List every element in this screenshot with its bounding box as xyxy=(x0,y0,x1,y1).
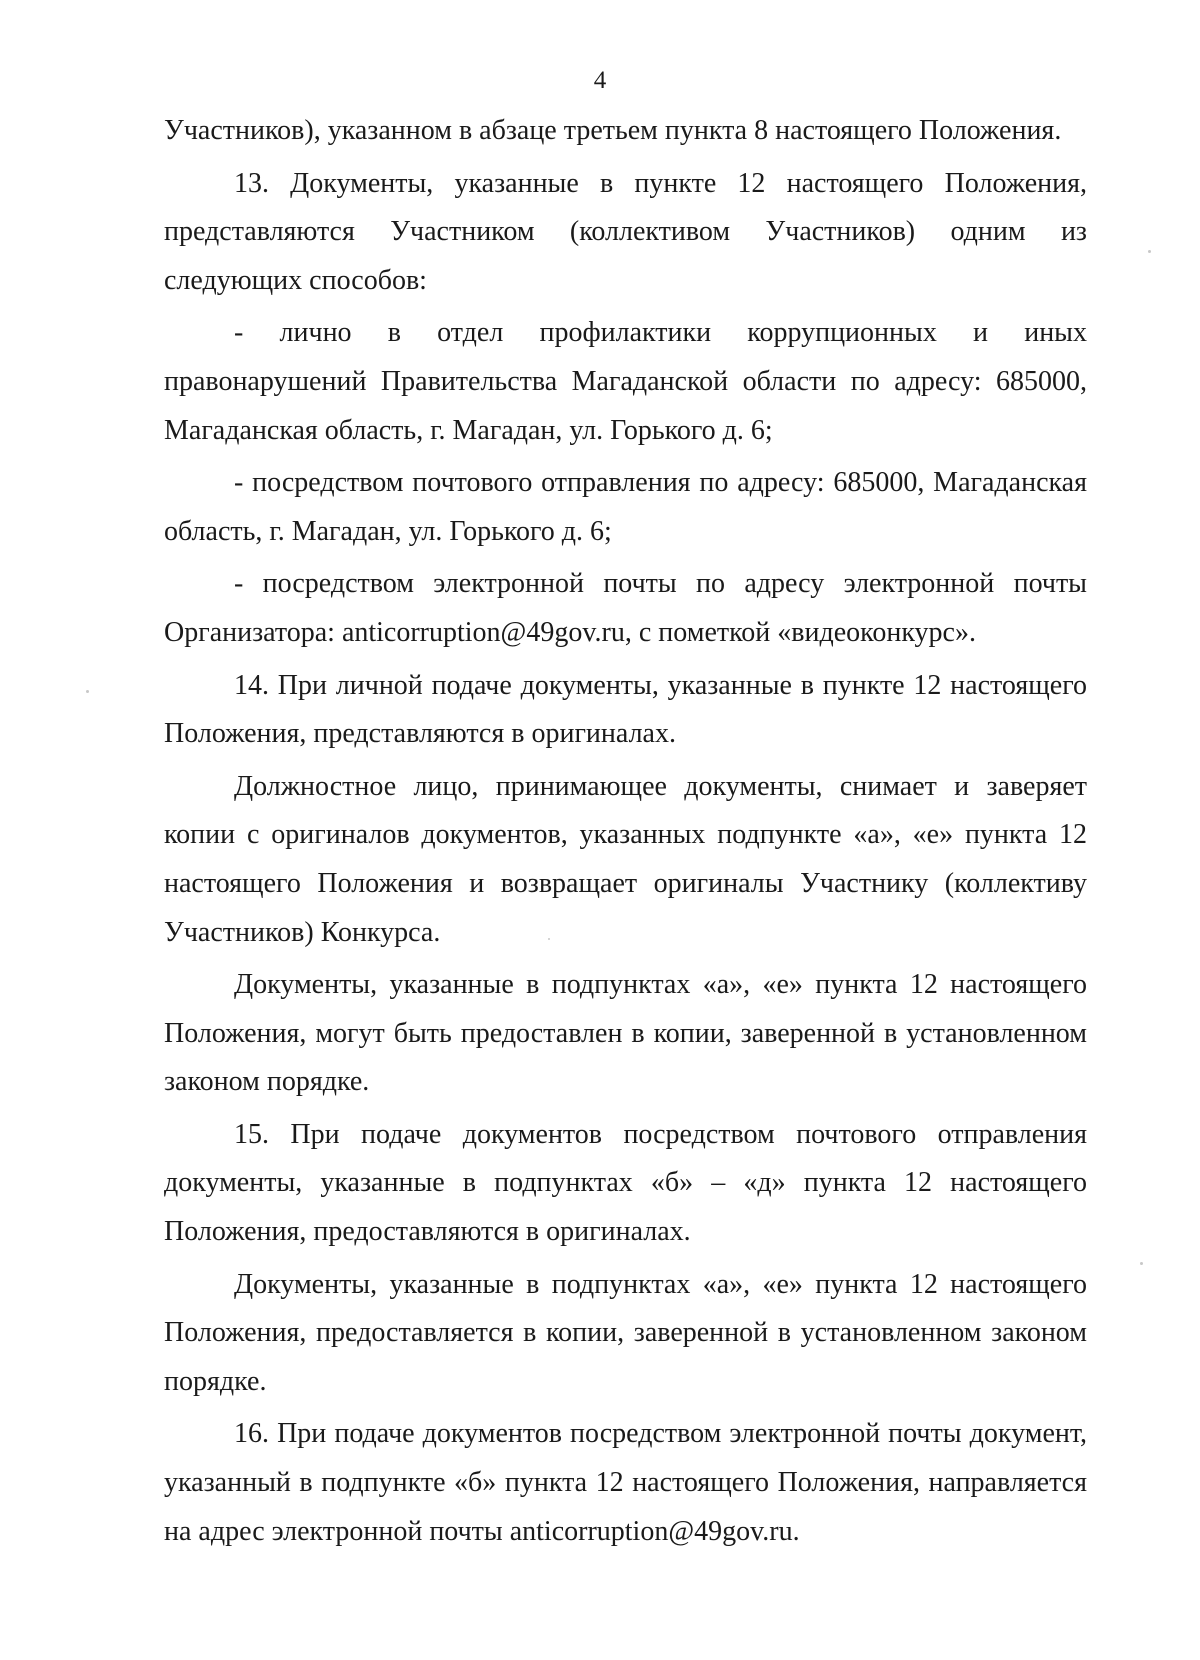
paragraph-item-15: 15. При подаче документов посредством почтового отправления документы, указанные в подпунктах «б» – «д» пункта 12 настоящего Положения, предоставляются в оригиналах. xyxy=(164,1118,1087,1248)
paragraph-method-post: - посредством почтового отправления по адресу: 685000, Магаданская область, г. Магадан, ул. Горького д. 6; xyxy=(164,467,1087,547)
paragraph-item-16: 16. При подаче документов посредством электронной почты документ, указанный в подпункте «б» пункта 12 настоящего Положения, направляется на адрес электронной почты anticorruption@49gov.ru. xyxy=(164,1418,1087,1547)
paragraph-item-14: 14. При личной подаче документы, указанные в пункте 12 настоящего Положения, представляются в оригиналах. xyxy=(164,669,1087,750)
scan-speck xyxy=(86,690,89,693)
document-body xyxy=(164,107,1087,1560)
paragraph-item-14-official: Должностное лицо, принимающее документы, снимает и заверяет копии с оригиналов документов, указанных подпункте «а», «е» пункта 12 настоящего Положения и возвращает оригиналы Участнику (коллективу Участников) Конкурса. xyxy=(164,770,1087,948)
scan-speck xyxy=(548,938,550,940)
paragraph-continuation: Участников), указанном в абзаце третьем пункта 8 настоящего Положения. xyxy=(164,115,1062,146)
paragraph-item-15-copies: Документы, указанные в подпунктах «а», «е» пункта 12 настоящего Положения, предоставляется в копии, заверенной в установленном законом порядке. xyxy=(164,1268,1087,1397)
scan-speck xyxy=(1140,1262,1143,1265)
paragraph-method-in-person: - лично в отдел профилактики коррупционных и иных правонарушений Правительства Магаданской области по адресу: 685000, Магаданская область, г. Магадан, ул. Горького д. 6; xyxy=(164,317,1087,446)
page-number: 4 xyxy=(593,67,607,94)
paragraph-item-14-copies: Документы, указанные в подпунктах «а», «е» пункта 12 настоящего Положения, могут быть предоставлен в копии, заверенной в установленном законом порядке. xyxy=(164,969,1087,1098)
paragraph-item-13: 13. Документы, указанные в пункте 12 настоящего Положения, представляются Участником (коллективом Участников) одним из следующих способов: xyxy=(164,167,1087,296)
scan-speck xyxy=(1148,250,1151,253)
paragraph-method-email: - посредством электронной почты по адресу электронной почты Организатора: anticorruption@49gov.ru, с пометкой «видеоконкурс». xyxy=(164,568,1087,648)
